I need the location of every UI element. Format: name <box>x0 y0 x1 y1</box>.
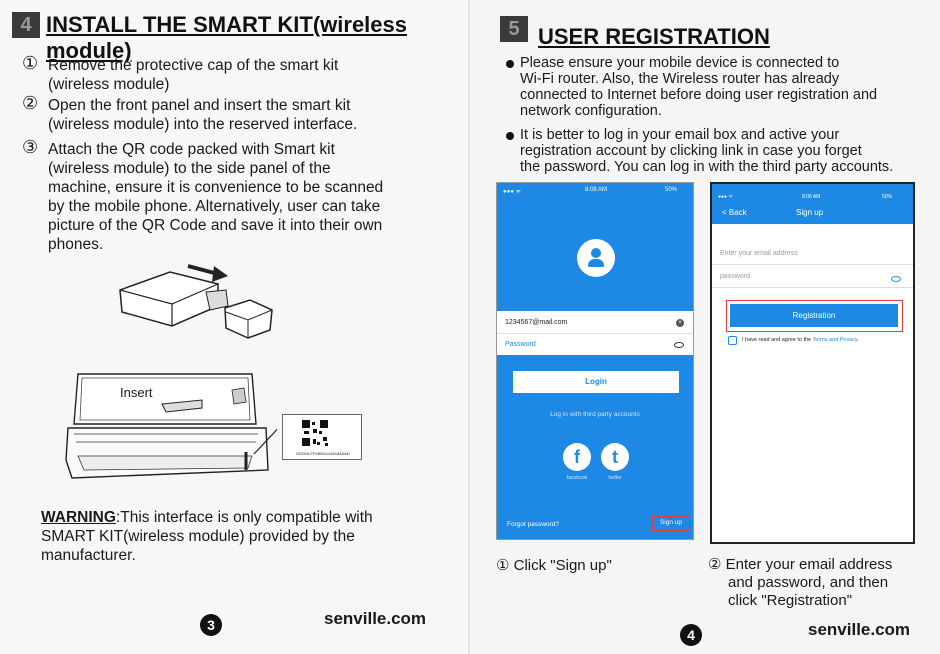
eye-icon[interactable] <box>891 276 901 282</box>
registration-highlight <box>726 300 903 332</box>
facebook-icon[interactable]: f <box>563 443 591 471</box>
warning-label: WARNING <box>41 509 116 526</box>
status-bar <box>497 183 693 197</box>
agree-checkbox[interactable] <box>728 336 737 345</box>
caption-2-line-1: ② Enter your email address <box>708 556 893 573</box>
divider <box>712 287 913 288</box>
bullet-1-line-2: Wi-Fi router. Also, the Wireless router has already <box>520 71 840 87</box>
agree-label: I have read and agree to the <box>742 337 813 343</box>
qr-caption: KDOOLFF2BW11436184AAH <box>296 451 350 456</box>
carrier-signal: ●●● ᯤ <box>503 189 522 195</box>
signup-screen-mockup <box>710 182 915 544</box>
step-1 <box>22 53 448 94</box>
forgot-password-link[interactable]: Forgot password? <box>507 521 560 528</box>
bullet-2-line-3: the password. You can log in with the third party accounts. <box>520 159 894 175</box>
battery-level: 50% <box>882 194 893 200</box>
facebook-label: facebook <box>566 475 588 481</box>
email-field[interactable]: 1234567@mail.com <box>505 319 568 326</box>
insert-label: Insert <box>120 385 153 400</box>
step-2-line-2: (wireless module) into the reserved interface. <box>48 116 358 133</box>
caption-2 <box>708 556 892 610</box>
step-2-line-1: Open the front panel and insert the smart kit <box>48 97 351 114</box>
step-1-line-2: (wireless module) <box>48 76 170 93</box>
qr-code-sticker <box>282 414 362 460</box>
bullet-2-line-1: It is better to log in your email box and active your <box>520 127 840 143</box>
warning-text-1: :This interface is only compatible with <box>115 509 373 526</box>
bullet-dot <box>506 132 514 140</box>
password-input[interactable]: password <box>720 273 750 280</box>
divider <box>497 333 693 334</box>
bullet-2-line-2: registration account by clicking link in case you forget <box>520 143 862 159</box>
status-time: 8:08 AM <box>585 187 608 193</box>
caption-2-line-3: click "Registration" <box>728 592 853 609</box>
step-1-number: ① <box>22 53 39 73</box>
step-2 <box>22 93 448 134</box>
website-footer: senville.com <box>324 609 427 628</box>
user-avatar-icon <box>577 239 615 277</box>
bullet-1-line-4: network configuration. <box>520 103 662 119</box>
caption-2-line-2: and password, and then <box>728 574 889 591</box>
bullet-dot <box>506 60 514 68</box>
sign-up-button[interactable]: Sign up <box>652 516 690 531</box>
page-number: 3 <box>200 614 222 636</box>
step-3-line-2: (wireless module) to the side panel of the <box>48 160 331 177</box>
terms-link[interactable]: Terms and Privacy. <box>812 337 859 343</box>
email-input[interactable]: Enter your email address <box>720 250 798 257</box>
step-3-line-4: by the mobile phone. Alternatively, user can take <box>48 198 381 215</box>
login-screen-mockup <box>496 182 694 540</box>
qr-code-icon <box>301 419 329 447</box>
bullet-1-line-3: connected to Internet before doing user registration and <box>520 87 878 103</box>
section-number-badge: 5 <box>500 16 528 42</box>
warning-note <box>41 508 461 565</box>
website-footer: senville.com <box>808 620 911 639</box>
warning-text-2: SMART KIT(wireless module) provided by the <box>41 528 355 545</box>
registration-button[interactable]: Registration <box>730 304 898 327</box>
step-3-line-3: machine, ensure it is convenience to be scanned <box>48 179 384 196</box>
login-form <box>497 311 693 355</box>
battery-level: 50% <box>665 187 678 193</box>
page-number: 4 <box>680 624 702 646</box>
twitter-icon[interactable]: t <box>601 443 629 471</box>
smart-kit-illustration <box>110 262 280 342</box>
login-button[interactable]: Login <box>513 371 679 393</box>
step-3-line-6: phones. <box>48 236 104 253</box>
back-button[interactable]: < Back <box>722 208 747 217</box>
section-title: INSTALL THE SMART KIT(wireless module) <box>46 12 408 63</box>
step-2-number: ② <box>22 93 39 113</box>
carrier-signal: ●●● ᯤ <box>718 194 734 200</box>
clear-icon[interactable]: × <box>676 319 684 327</box>
divider <box>712 264 913 265</box>
caption-1: ① Click "Sign up" <box>496 557 612 574</box>
ac-unit-illustration <box>62 370 277 488</box>
signup-header <box>712 184 913 224</box>
password-field[interactable]: Password <box>505 341 536 348</box>
status-time: 8:08 AM <box>802 194 821 200</box>
step-3 <box>22 137 458 254</box>
agree-text <box>742 337 859 343</box>
step-3-line-5: picture of the QR Code and save it into their own <box>48 217 383 234</box>
bullet-1-line-1: Please ensure your mobile device is connected to <box>520 55 840 71</box>
third-party-text: Log in with third party accounts <box>550 411 640 418</box>
section-number-badge: 4 <box>12 12 40 38</box>
section-title: USER REGISTRATION <box>538 24 770 49</box>
step-3-number: ③ <box>22 137 39 157</box>
bullet-2 <box>520 127 940 175</box>
bullet-1 <box>520 55 930 119</box>
eye-icon[interactable] <box>674 342 684 348</box>
step-3-line-1: Attach the QR code packed with Smart kit <box>48 141 335 158</box>
twitter-label: twitter <box>608 475 622 481</box>
step-1-line-1: Remove the protective cap of the smart kit <box>48 57 339 74</box>
warning-text-3: manufacturer. <box>41 547 136 564</box>
signup-title: Sign up <box>796 208 824 217</box>
